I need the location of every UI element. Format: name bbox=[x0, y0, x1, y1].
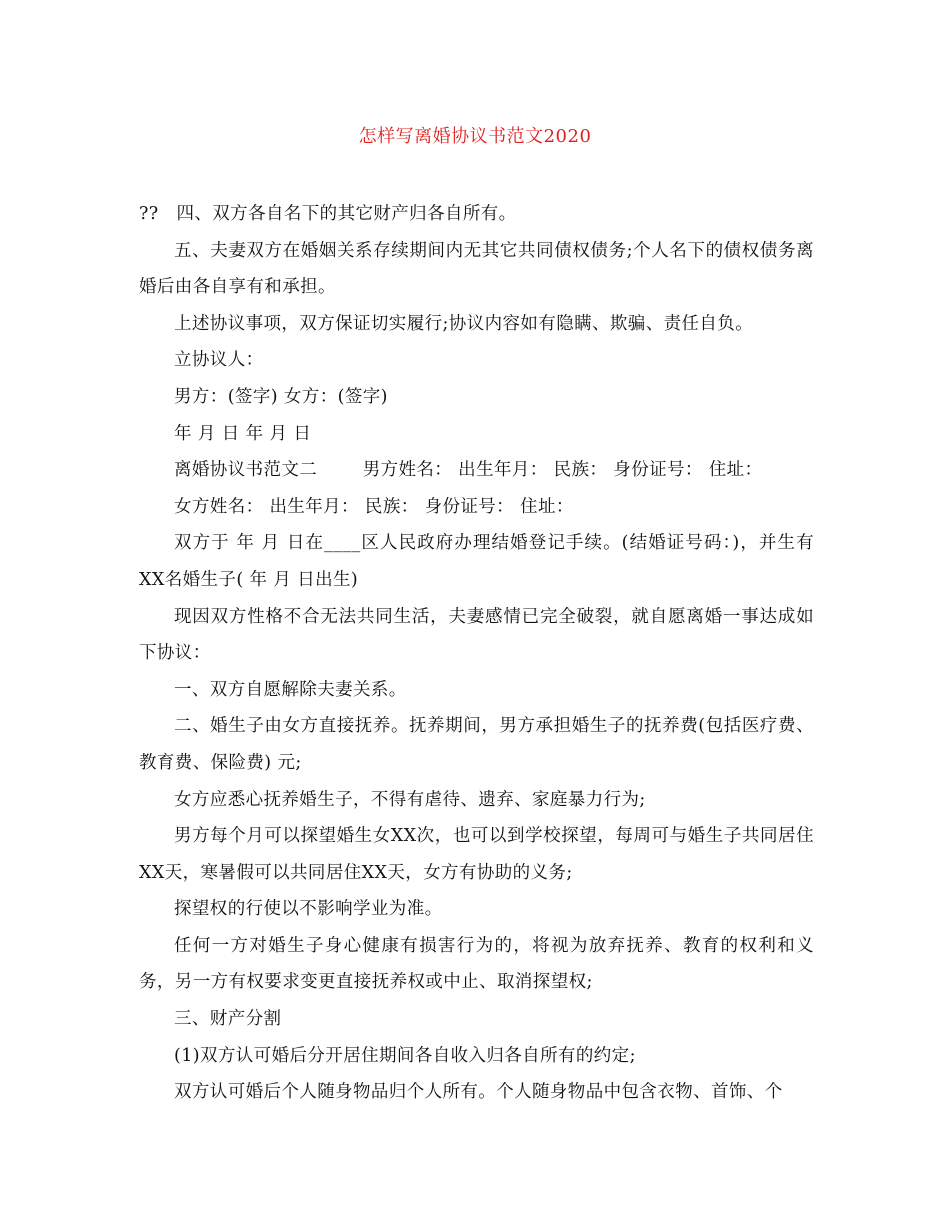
paragraph-12: 二、婚生子由女方直接抚养。抚养期间，男方承担婚生子的抚养费(包括医疗费、教育费、保险费) 元; bbox=[139, 716, 814, 773]
paragraph-17: 三、财产分割 bbox=[174, 1009, 282, 1030]
paragraph-13: 女方应悉心抚养婚生子，不得有虐待、遗弃、家庭暴力行为; bbox=[174, 789, 646, 810]
section-heading-template-two: 离婚协议书范文二 bbox=[174, 460, 318, 481]
paragraph-3: 上述协议事项，双方保证切实履行;协议内容如有隐瞒、欺骗、责任自负。 bbox=[174, 313, 754, 334]
paragraph-14: 男方每个月可以探望婚生女XX次，也可以到学校探望，每周可与婚生子共同居住XX天，寒暑假可以共同居住XX天，女方有协助的义务; bbox=[139, 826, 814, 883]
paragraph-10: 现因双方性格不合无法共同生活，夫妻感情已完全破裂，就自愿离婚一事达成如下协议： bbox=[139, 606, 814, 664]
male-party-fields: 男方姓名： 出生年月： 民族： 身份证号： 住址： bbox=[362, 460, 763, 481]
paragraph-4: 立协议人： bbox=[174, 350, 264, 371]
paragraph-19: 双方认可婚后个人随身物品归个人所有。个人随身物品中包含衣物、首饰、个 bbox=[174, 1082, 783, 1103]
paragraph-15: 探望权的行使以不影响学业为准。 bbox=[174, 899, 443, 920]
paragraph-11: 一、双方自愿解除夫妻关系。 bbox=[174, 679, 407, 700]
paragraph-18: (1)双方认可婚后分开居住期间各自收入归各自所有的约定; bbox=[174, 1045, 636, 1066]
paragraph-16: 任何一方对婚生子身心健康有损害行为的，将视为放弃抚养、教育的权利和义务，另一方有权要求变更直接抚养权或中止、取消探望权; bbox=[139, 935, 814, 993]
paragraph-1: ?? 四、双方各自名下的其它财产归各自所有。 bbox=[139, 204, 517, 224]
paragraph-7 bbox=[139, 452, 814, 489]
paragraph-5: 男方：(签字) 女方：(签字) bbox=[174, 386, 388, 407]
document-body bbox=[139, 196, 814, 1111]
female-party-fields: 女方姓名： 出生年月： 民族： 身份证号： 住址： bbox=[174, 496, 574, 517]
paragraph-6: 年 月 日 年 月 日 bbox=[174, 423, 312, 444]
paragraph-2: 五、夫妻双方在婚姻关系存续期间内无其它共同债权债务;个人名下的债权债务离婚后由各自享有和承担。 bbox=[139, 240, 814, 298]
document-title: 怎样写离婚协议书范文2020 bbox=[358, 126, 592, 147]
paragraph-9: 双方于 年 月 日在____区人民政府办理结婚登记手续。(结婚证号码：)，并生有XX名婚生子( 年 月 日出生) bbox=[139, 533, 814, 590]
